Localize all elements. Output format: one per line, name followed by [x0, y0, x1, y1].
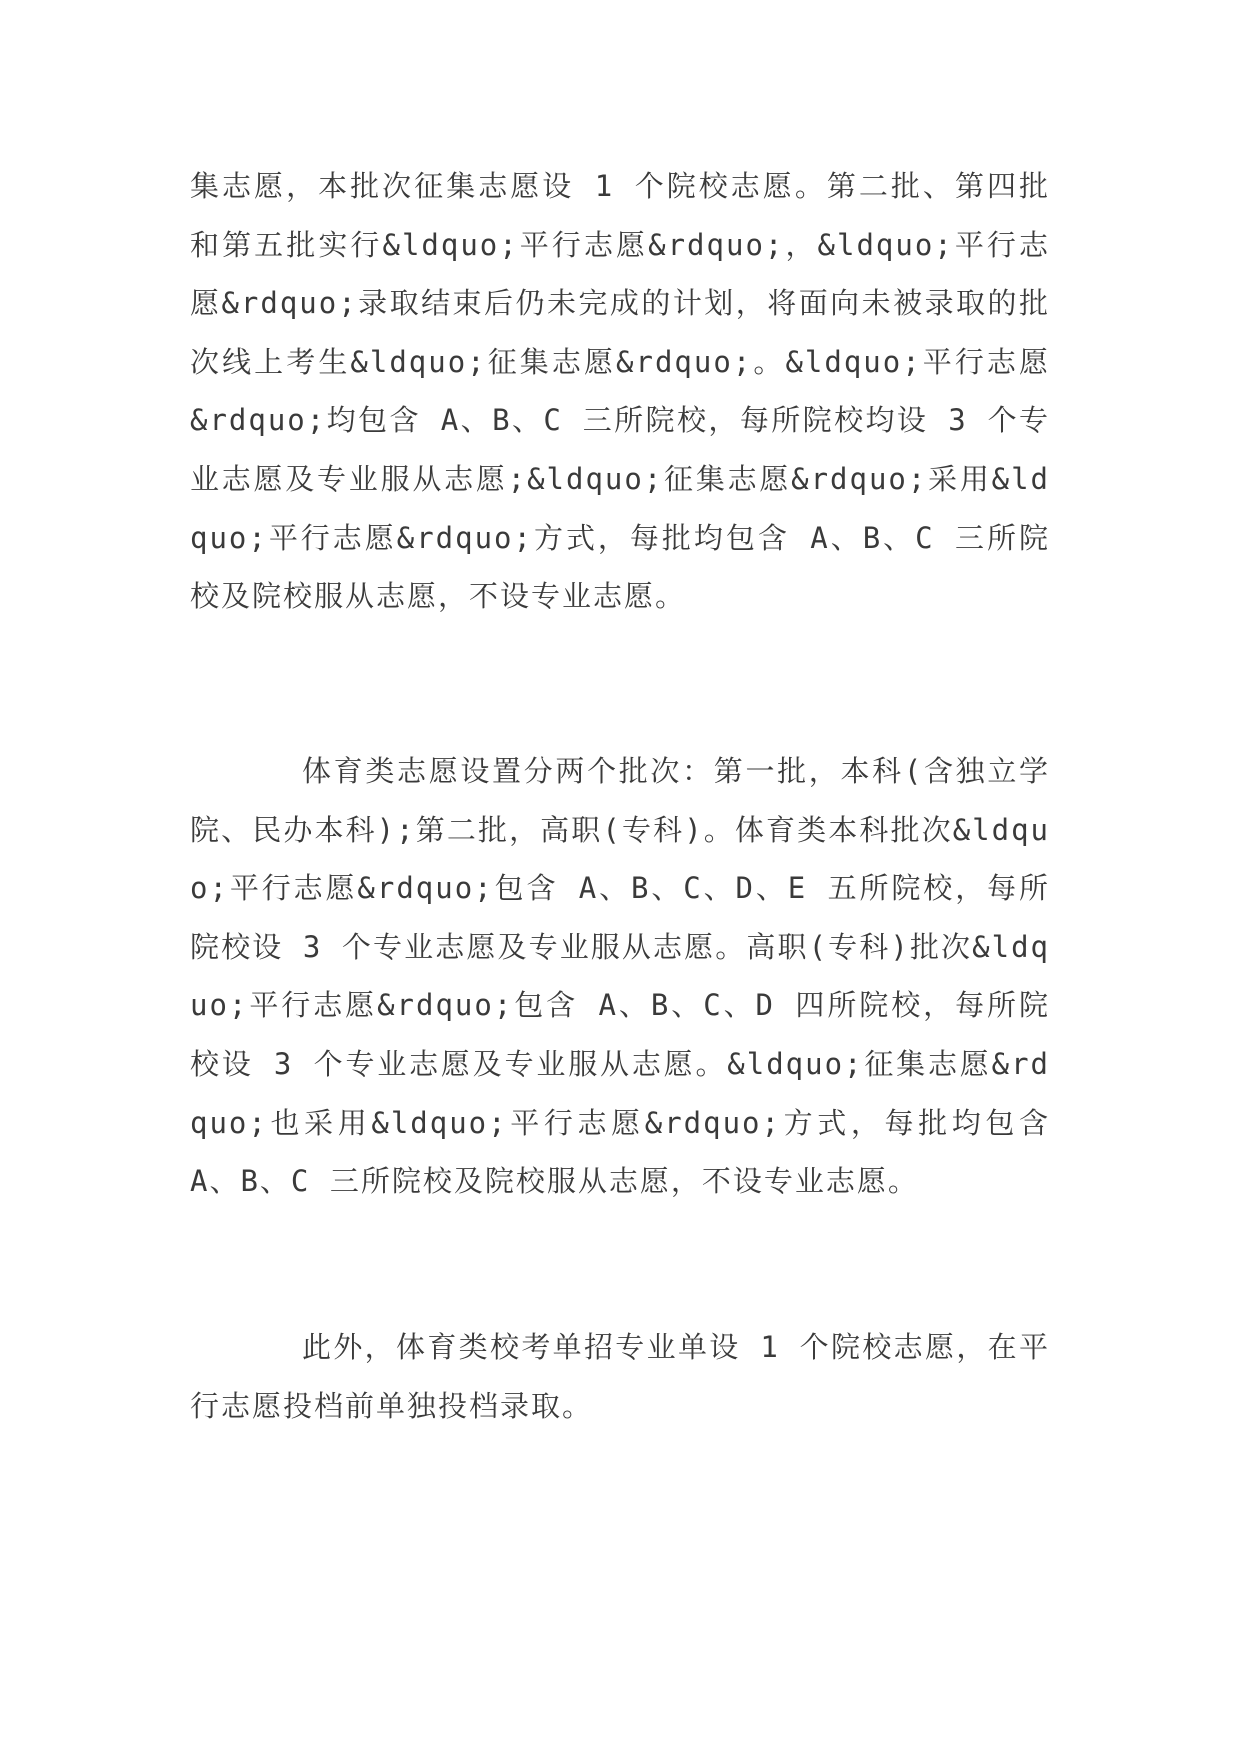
paragraph-continued-volunteer-rules: 集志愿，本批次征集志愿设 1 个院校志愿。第二批、第四批和第五批实行&ldquo;平行志愿&rdquo;，&ldquo;平行志愿&rdquo;录取结束后仍未完成的计划，将面向未被录取的批次线上考生&ldquo;征集志愿&rdquo;。&ldquo;平行志愿&rdquo;均包含 A、B、C 三所院校，每所院校均设 3 个专业志愿及专业服从志愿;&ldquo;征集志愿&rdquo;采用&ldquo;平行志愿&rdquo;方式，每批均包含 A、B、C 三所院校及院校服从志愿，不设专业志愿。 — [190, 169, 1050, 614]
paragraph-sports-school-exam: 此外，体育类校考单招专业单设 1 个院校志愿，在平行志愿投档前单独投档录取。 — [190, 1330, 1050, 1423]
paragraph-sports-batches: 体育类志愿设置分两个批次：第一批，本科(含独立学院、民办本科);第二批，高职(专科)。体育类本科批次&ldquo;平行志愿&rdquo;包含 A、B、C、D、E 五所院校，每所院校设 3 个专业志愿及专业服从志愿。高职(专科)批次&ldquo;平行志愿&rdquo;包含 A、B、C、D 四所院校，每所院校设 3 个专业志愿及专业服从志愿。&ldquo;征集志愿&rdquo;也采用&ldquo;平行志愿&rdquo;方式，每批均包含 A、B、C 三所院校及院校服从志愿，不设专业志愿。 — [190, 754, 1050, 1199]
